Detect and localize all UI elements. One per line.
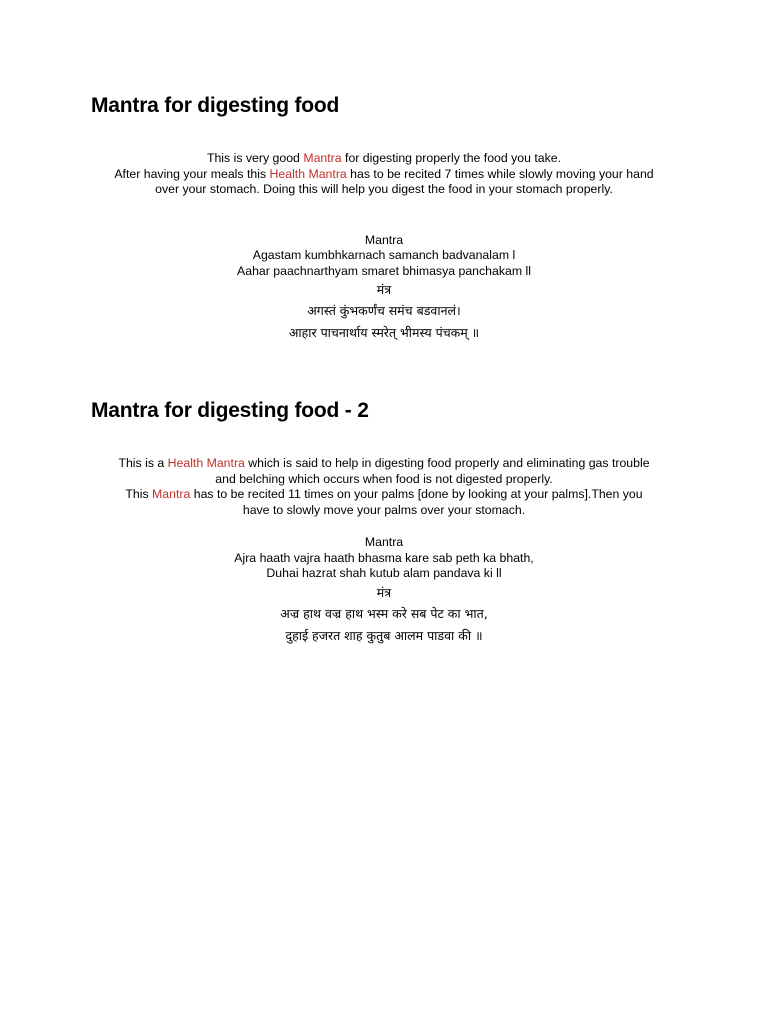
text-run: which is said to help in digesting food properly and eliminating gas trouble [244, 456, 650, 470]
paragraph-line: and belching which occurs when food is not digested properly. [215, 471, 553, 486]
paragraph-line [84, 151, 684, 167]
paragraph-line [84, 167, 684, 183]
text-run: has to be recited 7 times while slowly moving your hand [346, 166, 654, 181]
intro-paragraph [84, 456, 684, 518]
mantra-devanagari-line: अगस्तं कुंभकर्णंच समंच बडवानलं। [307, 303, 461, 318]
section-title: Mantra for digesting food - 2 [91, 399, 369, 422]
text-run: This is very good [206, 151, 304, 165]
section-mantra-digesting-food-2 [0, 397, 768, 647]
mantra-link[interactable]: Mantra [303, 151, 342, 165]
paragraph-line: over your stomach. Doing this will help you digest the food in your stomach properly. [155, 182, 613, 196]
text-run: has to be recited 11 times on your palms [done by looking at your palms].Then you [190, 487, 643, 501]
paragraph-line [84, 456, 684, 472]
mantra-block [0, 535, 768, 647]
mantra-line: Aahar paachnarthyam smaret bhimasya panchakam ll [237, 263, 531, 278]
mantra-line: Ajra haath vajra haath bhasma kare sab peth ka bhath, [234, 550, 534, 565]
mantra-link[interactable]: Mantra [152, 487, 191, 501]
paragraph-line [84, 487, 684, 503]
section-mantra-digesting-food [0, 92, 768, 344]
health-mantra-link[interactable]: Health Mantra [167, 456, 245, 470]
mantra-devanagari-line: आहार पाचनार्थाय स्मरेत् भीमस्य पंचकम् ॥ [288, 325, 480, 340]
paragraph-line: have to slowly move your palms over your stomach. [242, 502, 526, 517]
text-run: This [125, 487, 153, 501]
mantra-devanagari-heading: मंत्र [376, 282, 392, 297]
mantra-line: Agastam kumbhkarnach samanch badvanalam l [252, 248, 516, 262]
mantra-block [0, 233, 768, 345]
text-run: This is a [118, 456, 168, 470]
text-run: After having your meals this [114, 166, 270, 181]
mantra-heading: Mantra [364, 535, 404, 549]
mantra-devanagari-line: दुहाई हजरत शाह कुतुब आलम पाडवा की ॥ [285, 627, 483, 643]
mantra-devanagari-heading: मंत्र [376, 584, 392, 600]
mantra-heading: Mantra [364, 232, 404, 247]
health-mantra-link[interactable]: Health Mantra [269, 166, 347, 181]
intro-paragraph [84, 151, 684, 198]
mantra-devanagari-line: अज्र हाथ वज्र हाथ भस्म करे सब पेट का भात, [280, 605, 488, 621]
mantra-line: Duhai hazrat shah kutub alam pandava ki ll [266, 566, 502, 580]
text-run: for digesting properly the food you take. [341, 151, 562, 165]
section-title: Mantra for digesting food [91, 94, 340, 117]
